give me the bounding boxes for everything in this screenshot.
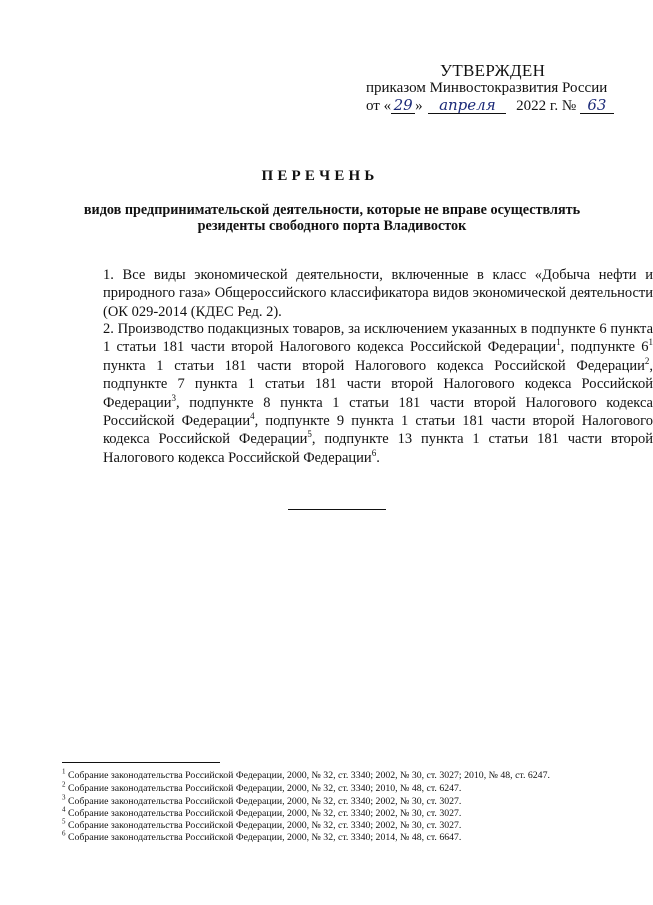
- footnote-6: [62, 829, 462, 844]
- footnote-text: Собрание законодательства Российской Федерации, 2000, № 32, ст. 3340; 2002, № 30, ст. 3027.: [65, 808, 462, 819]
- footnote-text: Собрание законодательства Российской Федерации, 2000, № 32, ст. 3340; 2002, № 30, ст. 3027.: [65, 820, 462, 831]
- footnote-text: Собрание законодательства Российской Федерации, 2000, № 32, ст. 3340; 2002, № 30, ст. 3027.: [65, 796, 462, 807]
- date-mid: »: [415, 98, 423, 114]
- document-title: ПЕРЕЧЕНЬ: [261, 168, 379, 184]
- footnote-1: [62, 767, 550, 782]
- footnote-ref-3: 3: [171, 392, 176, 403]
- footnote-number: 3: [62, 793, 66, 802]
- p2-seg-1: 2. Производство подакцизных товаров, за исключением указанных в подпункте 6 пункта 1 статьи 181 части второй Налогового кодекса Российской Федерации: [103, 321, 653, 356]
- footnote-text: Собрание законодательства Российской Федерации, 2000, № 32, ст. 3340; 2010, № 48, ст. 6247.: [65, 783, 462, 794]
- footnote-ref-2: 2: [644, 355, 650, 366]
- footnote-text: Собрание законодательства Российской Федерации, 2000, № 32, ст. 3340; 2002, № 30, ст. 3027; 2010, № 48, ст. 6247.: [65, 770, 550, 781]
- handwritten-day: 29: [391, 98, 415, 114]
- handwritten-order-number: 63: [580, 98, 614, 114]
- date-year: 2022 г. №: [516, 98, 577, 114]
- p2-seg-3: пункта 1 статьи 181 части второй Налогового кодекса Российской Федерации: [103, 357, 645, 374]
- footnote-ref-4: 4: [250, 411, 255, 422]
- subtitle-line-1: видов предпринимательской деятельности, которые не вправе осуществлять: [83, 202, 581, 218]
- date-prefix: от «: [366, 98, 392, 114]
- approval-date-line: [366, 98, 614, 115]
- p2-seg-2: , подпункте 6: [560, 339, 649, 356]
- document-subtitle: [62, 202, 602, 234]
- footnote-number: 2: [62, 780, 66, 789]
- footnote-ref-6: 6: [371, 448, 377, 459]
- approval-order-line: приказом Минвостокразвития России: [366, 80, 608, 96]
- subpoint-superscript: 1: [648, 337, 653, 348]
- footnote-ref-5: 5: [307, 429, 312, 440]
- p2-seg-4: , подпункте 7 пункта 1 статьи 181 части второй Налогового кодекса Российской Федерации: [103, 357, 653, 411]
- footnote-text: Собрание законодательства Российской Федерации, 2000, № 32, ст. 3340; 2014, № 48, ст. 6647.: [65, 832, 462, 843]
- footnote-3: [62, 793, 462, 808]
- footnote-ref-1: 1: [556, 337, 561, 348]
- approval-title: УТВЕРЖДЕН: [440, 61, 546, 80]
- end-separator-line: [288, 509, 386, 510]
- footnote-divider: [62, 762, 220, 763]
- p2-seg-6: , подпункте 9 пункта 1 статьи 181 части второй Налогового кодекса Российской Федерации: [103, 413, 653, 448]
- subtitle-line-2: резиденты свободного порта Владивосток: [197, 218, 467, 234]
- footnote-number: 4: [62, 805, 66, 814]
- paragraph-1: 1. Все виды экономической деятельности, включенные в класс «Добыча нефти и природного газа» Общероссийского классификатора видов экономической деятельности (ОК 029-2014 (КДЕС Ред. 2).: [103, 267, 653, 320]
- footnote-number: 5: [62, 817, 66, 826]
- paragraph-2: [62, 320, 653, 467]
- footnote-2: [62, 780, 462, 795]
- footnote-4: [62, 805, 462, 820]
- footnote-number: 6: [62, 829, 66, 838]
- handwritten-month: апреля: [428, 98, 506, 114]
- p2-seg-7: , подпункте 13 пункта 1 статьи 181 части второй Налогового кодекса Российской Федерации: [103, 431, 653, 466]
- p2-seg-5: , подпункте 8 пункта 1 статьи 181 части второй Налогового кодекса Российской Федерации: [103, 394, 653, 430]
- p2-seg-8: .: [376, 449, 380, 466]
- footnote-5: [62, 817, 462, 832]
- footnote-number: 1: [62, 767, 66, 776]
